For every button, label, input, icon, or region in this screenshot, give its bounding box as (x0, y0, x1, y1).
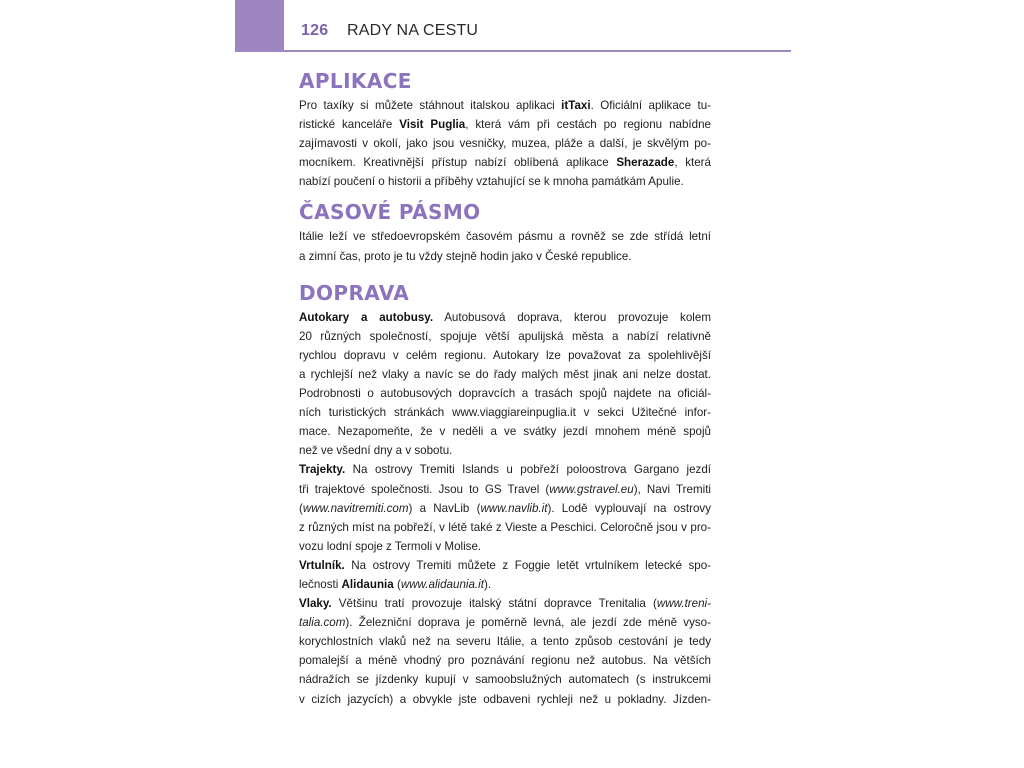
company-alidaunia: Alidaunia (341, 577, 394, 591)
text-line: mocníkem. Kreativnější přístup nabízí oblíbená aplikace Sherazade, která (299, 156, 711, 170)
text-line: Podrobnosti o autobusových dopravcích a trasách spojů najdete na oficiál- (299, 387, 711, 401)
paragraph-vrtulnik (299, 556, 711, 594)
section-heading-casove-pasmo: ČASOVÉ PÁSMO (299, 200, 481, 225)
text-line: korychlostních vlaků než na severu Itálie, a tento způsob cestování je tedy (299, 635, 711, 649)
text-line: zajímavosti v okolí, jako jsou vesničky, muzea, pláže a další, je skvělým po- (299, 137, 711, 151)
subheading-autokary: Autokary a autobusy. (299, 310, 434, 324)
text-line: v cizích jazycích) a obvykle jste odbaveni rychleji než u pokladny. Jízden- (299, 692, 711, 706)
paragraph-aplikace (299, 96, 711, 191)
url-navitremiti: www.navitremiti.com (302, 501, 409, 515)
page-content (299, 66, 711, 709)
text-line: z různých míst na pobřeží, v létě také z Vieste a Peschici. Celoročně jsou v pro- (299, 520, 711, 534)
subheading-vrtulnik: Vrtulník. (299, 558, 345, 572)
text-line: talia.com). Železniční doprava je poměrně levná, ale jezdí zde méně vyso- (299, 616, 711, 630)
url-gstravel: www.gstravel.eu (549, 482, 634, 496)
text-line: rychlou dopravu v celém regionu. Autokary lze považovat za spolehlivější (299, 348, 711, 362)
section-heading-doprava: DOPRAVA (299, 280, 410, 305)
header-rule (235, 50, 791, 52)
chapter-tab (235, 0, 284, 52)
text-line: Autokary a autobusy. Autobusová doprava, kterou provozuje kolem (299, 310, 711, 324)
text-line: a rychlejší než vlaky a navíc se do řady malých měst jinak ani nelze dostat. (299, 367, 711, 381)
text-line: Vlaky. Většinu tratí provozuje italský státní dopravce Trenitalia (www.treni- (299, 597, 711, 611)
page-number: 126 (301, 22, 329, 39)
text-line: Pro taxíky si můžete stáhnout italskou aplikaci itTaxi. Oficiální aplikace tu- (299, 99, 711, 112)
text-line: než ve všední dny a v sobotu. (299, 444, 453, 458)
text-line: Trajekty. Na ostrovy Tremiti Islands u pobřeží poloostrova Gargano jezdí (299, 463, 711, 477)
running-head (301, 20, 478, 42)
text-line: tři trajektové společnosti. Jsou to GS Travel (www.gstravel.eu), Navi Tremiti (299, 482, 712, 496)
text-line: nabízí poučení o historii a příběhy vztahující se k mnoha památkám Apulie. (299, 175, 684, 189)
text-line: Vrtulník. Na ostrovy Tremiti můžete z Foggie letět vrtulníkem letecké spo- (299, 558, 711, 572)
subheading-trajekty: Trajekty. (299, 463, 346, 477)
text-line: ních turistických stránkách www.viaggiareinpuglia.it v sekci Užitečné infor- (299, 406, 711, 420)
subheading-vlaky: Vlaky. (299, 597, 332, 611)
paragraph-casove-pasmo (299, 227, 711, 265)
paragraph-trajekty (299, 460, 711, 555)
text-line: (www.navitremiti.com) a NavLib (www.navlib.it). Lodě vyplouvají na ostrovy (299, 501, 712, 515)
app-name-visit-puglia: Visit Puglia (399, 118, 466, 132)
text-line: lečnosti Alidaunia (www.alidaunia.it). (299, 577, 492, 591)
running-title: RADY NA CESTU (346, 22, 479, 39)
text-line: vozu lodní spoje z Termoli v Molise. (299, 539, 482, 553)
url-alidaunia: www.alidaunia.it (400, 577, 484, 591)
text-line: 20 různých společností, spojuje větší apulijská města a nabízí relativně (299, 329, 711, 343)
url-trenitalia-part1: www.treni- (656, 597, 711, 611)
text-line: nádražích se jízdenky kupují v samoobslužných automatech (s instrukcemi (299, 673, 711, 687)
paragraph-autokary (299, 308, 711, 461)
text-line: Itálie leží ve středoevropském časovém pásmu a rovněž se zde střídá letní (299, 230, 711, 244)
text-line: mace. Nezapomeňte, že v neděli a ve svátky jezdí mnohem méně spojů (299, 425, 711, 439)
section-heading-aplikace: APLIKACE (299, 69, 412, 93)
text-line: a zimní čas, proto je tu vždy stejně hodin jako v České republice. (299, 249, 632, 263)
url-trenitalia-part2: talia.com (299, 616, 346, 630)
app-name-sherazade: Sherazade (616, 156, 675, 170)
text-line: pomalejší a méně vhodný pro poznávání regionu než autobus. Na větších (299, 654, 711, 668)
app-name-ittaxi: itTaxi (561, 99, 591, 112)
url-navlib: www.navlib.it (480, 501, 548, 515)
text-line: ristické kanceláře Visit Puglia, která vám při cestách po regionu nabídne (299, 118, 711, 132)
paragraph-vlaky (299, 594, 711, 709)
